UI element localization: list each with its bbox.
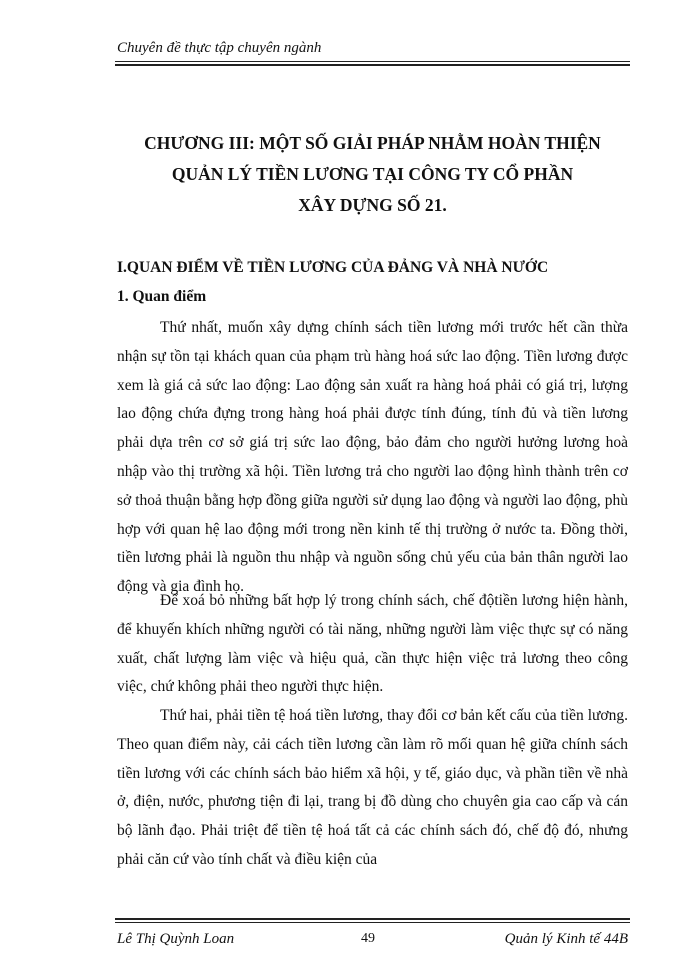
footer-class: Quản lý Kinh tế 44B bbox=[504, 931, 628, 947]
subsection-heading: 1. Quan điểm bbox=[117, 288, 207, 305]
footer-rule-thick bbox=[115, 918, 630, 920]
chapter-title-line-2: QUẢN LÝ TIỀN LƯƠNG TẠI CÔNG TY CỔ PHẦN bbox=[171, 164, 574, 184]
body-paragraph-2: Để xoá bỏ những bất hợp lý trong chính sách, chế độtiền lương hiện hành, để khuyến khích những người có tài năng, những người làm việc thực sự có năng xuất, chất lượng làm việc và hiệu quả, cần thực hiện việc trả lương theo công việc, chứ không phải theo người thực hiện. bbox=[117, 592, 628, 696]
body-paragraph-3: Thứ hai, phải tiền tệ hoá tiền lương, thay đổi cơ bản kết cấu của tiền lương. Theo quan điểm này, cải cách tiền lương cần làm rõ mối quan hệ giữa chính sách tiền lương với các chính sách bảo hiểm xã hội, y tế, giáo dục, và phần tiền về nhà ở, điện, nước, phương tiện đi lại, trang bị đồ dùng cho chuyên gia cao cấp và cán bộ lãnh đạo. Phải triệt để tiền tệ hoá tất cả các chính sách đó, chế độ đó, nhưng phải căn cứ vào tính chất và điều kiện của bbox=[117, 707, 628, 868]
footer-rule-thin bbox=[115, 922, 630, 923]
header-rule-thick bbox=[115, 64, 630, 66]
body-paragraph-1: Thứ nhất, muốn xây dựng chính sách tiền lương mới trước hết cần thừa nhận sự tồn tại khách quan của phạm trù hàng hoá sức lao động. Tiền lương được xem là giá cả sức lao động: Lao động sản xuất ra hàng hoá phải có giá trị, lượng lao động chứa đựng trong hàng hoá phải được tính đúng, tính đủ và tiền lương phải dựa trên cơ sở giá trị sức lao động, bảo đảm cho người hưởng lương hoà nhập vào thị trường xã hội. Tiền lương trả cho người lao động hình thành trên cơ sở thoả thuận bằng hợp đồng giữa người sử dụng lao động và người lao động, phù hợp với quan hệ lao động mới trong nền kinh tế thị trường ở nước ta. Đồng thời, tiền lương phải là nguồn thu nhập và nguồn sống chủ yếu của bản thân người lao động và gia đình họ. bbox=[117, 319, 628, 596]
section-heading: I.QUAN ĐIỂM VỀ TIỀN LƯƠNG CỦA ĐẢNG VÀ NHÀ NƯỚC bbox=[117, 259, 549, 276]
chapter-title-line-1: CHƯƠNG III: MỘT SỐ GIẢI PHÁP NHẰM HOÀN THIỆN bbox=[144, 133, 601, 153]
chapter-title-line-3: XÂY DỰNG SỐ 21. bbox=[298, 195, 447, 215]
header-rule-thin bbox=[115, 61, 630, 62]
page-number: 49 bbox=[361, 931, 375, 946]
running-header: Chuyên đề thực tập chuyên ngành bbox=[117, 40, 322, 56]
chapter-title bbox=[115, 128, 630, 221]
footer-author: Lê Thị Quỳnh Loan bbox=[117, 931, 235, 947]
